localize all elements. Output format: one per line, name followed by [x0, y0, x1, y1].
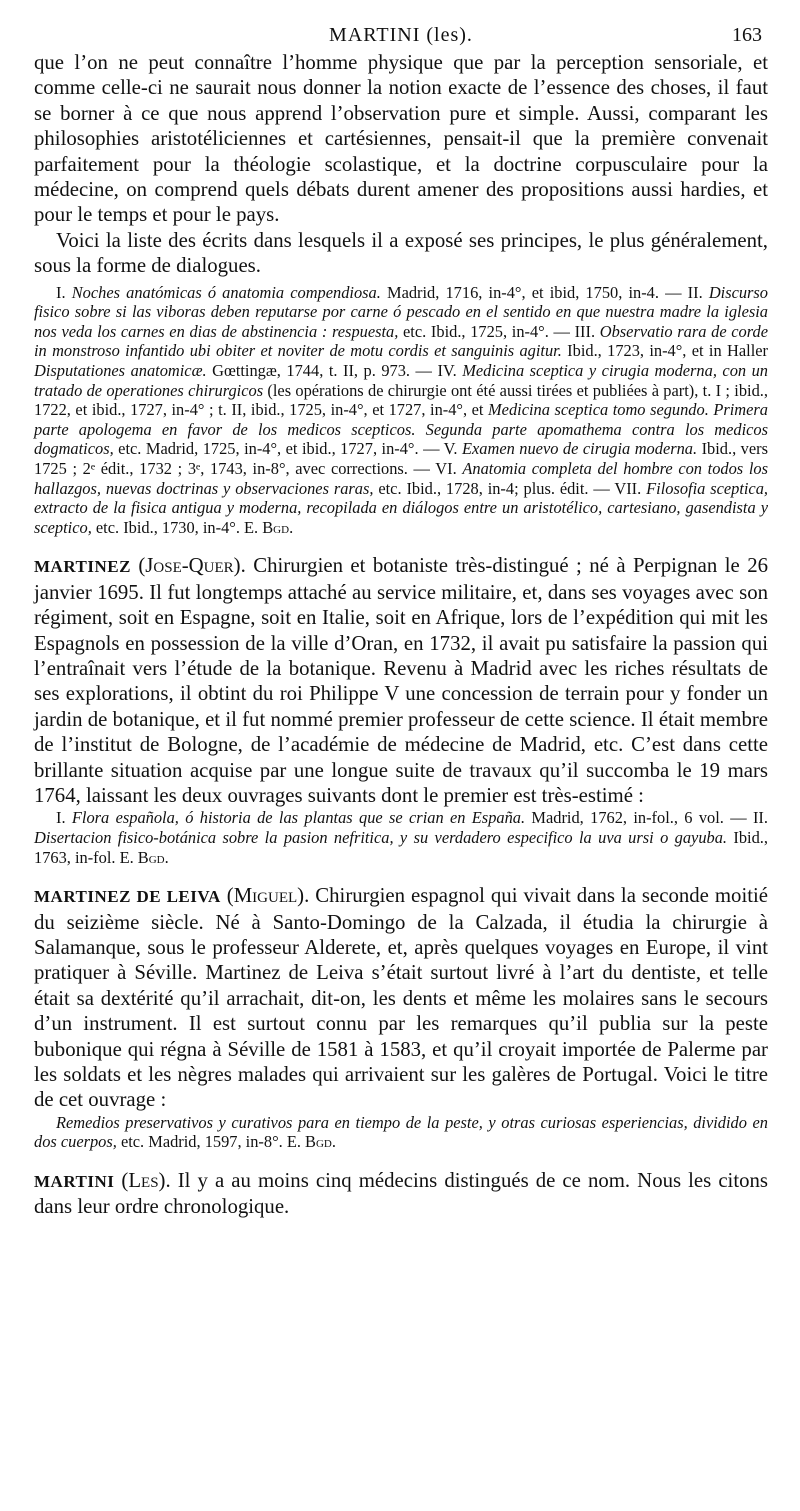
- entry-martini: [34, 1168, 768, 1220]
- biblio-segment: etc. Madrid, 1597, in-8°.: [116, 1132, 287, 1152]
- biblio-segment: Madrid, 1762, in-fol., 6 vol. — II.: [525, 808, 768, 828]
- biblio-segment: Ibid., 1763, in-fol.: [34, 828, 768, 867]
- biblio-segment: Gœttingæ, 1744, t. II, p. 973. — IV.: [206, 361, 463, 381]
- entry-paragraph: [34, 553, 768, 808]
- biblio-title: Anatomia completa del hombre con todos los hallazgos, nuevas doctrinas y observaciones raras,: [34, 459, 768, 498]
- author-signature: E. Bgd.: [244, 517, 294, 537]
- author-signature: E. Bgd.: [119, 847, 169, 867]
- entry-paragraph: [34, 1168, 768, 1220]
- biblio-title: Medicina sceptica y cirugia moderna, con un tratado de operationes chirurgicos: [34, 361, 769, 400]
- biblio-segment: (les opérations de chirurgie ont été aussi tirées et publiées à part), t. I ; ibid., 1722, et ibid., 1727, in-4° ; t. II, ibid., 1725, in-4°, et 1727, in-4°, et: [34, 380, 768, 420]
- biblio-title: Remedios preservativos y curativos para en tiempo de la peste, y otras curiosas esperiencias, dividido en dos cuerpos,: [34, 1112, 768, 1152]
- entry-paragraph: [34, 883, 768, 1113]
- biblio-title: Disputationes anatomicæ.: [34, 361, 207, 381]
- running-title: MARTINI (les).: [329, 24, 473, 46]
- entry-martinez: [34, 553, 768, 867]
- biblio-title: Flora española, ó historia de las plantas que se crian en España.: [71, 808, 526, 828]
- entry-bibliography: [34, 1113, 768, 1152]
- biblio-title: Medicina sceptica tomo segundo. Primera parte apologema en favor de los medicos scepticos. Segunda parte apomathema contra los medicos dogmaticos,: [34, 400, 768, 459]
- biblio-segment: I.: [56, 282, 72, 302]
- biblio-title: Observatio rara de corde in monstroso infantido ubi obiter et noviter de motu cordis et sanguinis agitur.: [34, 321, 768, 361]
- biblio-segment: etc. Madrid, 1725, in-4°, et ibid., 1727, in-4°. — V.: [113, 439, 462, 459]
- entry-headword: MARTINEZ DE LEIVA: [34, 887, 221, 907]
- biblio-title: Discurso fisico sobre si las viboras deben reputarse por carne ó pescado en el sentido en que nuestra madre la iglesia nos veda los carnes en dias de abstinencia : respuesta,: [34, 282, 769, 341]
- intro-bibliography: [34, 283, 768, 538]
- entry-bibliography: [34, 808, 768, 867]
- entry-headword: MARTINI: [34, 1172, 115, 1192]
- running-header: [34, 24, 768, 50]
- page-number: 163: [732, 24, 762, 46]
- biblio-segment: I.: [56, 808, 72, 828]
- biblio-title: Examen nuevo de cirugia moderna.: [462, 439, 698, 459]
- entry-headword: MARTINEZ: [34, 557, 131, 577]
- biblio-segment: Ibid., 1723, in-4°, et in Haller: [561, 341, 768, 361]
- biblio-segment: Madrid, 1716, in-4°, et ibid, 1750, in-4. — II.: [380, 282, 709, 302]
- entry-given-name: (Les).: [121, 1169, 171, 1193]
- biblio-title: Filosofia sceptica, extracto de la fisica antigua y moderna, recopilada en diálogos entre un aristotélico, cartesiano, gasendista y sceptico,: [34, 478, 769, 537]
- entry-text: Chirurgien et botaniste très-distingué ; né à Perpignan le 26 janvier 1695. Il fut longtemps attaché au service militaire, et, dans ses voyages avec son régiment, soit en Espagne, soit en Italie, soit en Afrique, lors de l’expédition qui mit les Espagnols en possession de la ville d’Oran, en 1732, il avait pu satisfaire la passion qui l’entraînait vers l’étude de la botanique. Revenu à Madrid avec les riches résultats de ses explorations, il obtint du roi Philippe V une concession de terrain pour y fonder un jardin de botanique, et il fut nommé premier professeur de cette science. Il était membre de l’institut de Bologne, de l’académie de médecine de Madrid, etc. C’est dans cette brillante situation acquise par une longue suite de travaux qu’il succomba le 19 mars 1764, laissant les deux ouvrages suivants dont le premier est très-estimé :: [34, 554, 768, 808]
- biblio-segment: etc. Ibid., 1725, in-4°. — III.: [398, 321, 600, 341]
- entry-martinez-de-leiva: [34, 883, 768, 1152]
- biblio-title: Noches anatómicas ó anatomia compendiosa.: [71, 282, 381, 302]
- author-signature: E. Bgd.: [286, 1132, 336, 1152]
- intro-paragraph-2: Voici la liste des écrits dans lesquels il a exposé ses principes, le plus généralement, sous la forme de dialogues.: [34, 228, 768, 278]
- entry-given-name: (Miguel).: [226, 884, 310, 908]
- biblio-title: Disertacion fisico-botánica sobre la pasion nefritica, y su verdadero especifico la uva ursi o gayuba.: [34, 828, 727, 848]
- biblio-segment: etc. Ibid., 1730, in-4°.: [91, 517, 245, 537]
- biblio-segment: Ibid., vers 1725 ; 2ᵉ édit., 1732 ; 3ᵉ, 1743, in-8°, avec corrections. — VI.: [34, 439, 768, 478]
- entry-text: Il y a au moins cinq médecins distingués de ce nom. Nous les citons dans leur ordre chronologique.: [34, 1169, 768, 1219]
- intro-paragraph-1: que l’on ne peut connaître l’homme physique que par la perception sensoriale, et comme celle-ci ne saurait nous donner la notion exacte de l’essence des choses, il faut se borner à ce que nous apprend l’observation pure et simple. Aussi, comparant les philosophies aristotéliciennes et cartésiennes, pensait-il que la première convenait parfaitement pour la théologie scolastique, et la doctrine corpusculaire pour la médecine, on comprend quels débats durent amener des propositions aussi hardies, et pour le temps et pour le pays.: [34, 51, 768, 227]
- entry-text: Chirurgien espagnol qui vivait dans la seconde moitié du seizième siècle. Né à Santo-Domingo de la Calzada, il étudia la chirurgie à Salamanque, sous le professeur Alderete, et, après quelques voyages en Europe, il vint pratiquer à Séville. Martinez de Leiva s’était surtout livré à l’art du dentiste, et telle était sa dextérité qu’il arrachait, dit-on, les dents et même les molaires sans le secours d’un instrument. Il est surtout connu par les remarques qu’il publia sur la peste bubonique qui régna à Séville de 1581 à 1583, et qu’il croyait importée de Palerme par les soldats et les nègres malades qui arrivaient sur les galères de Portugal. Voici le titre de cet ouvrage :: [34, 884, 769, 1112]
- entry-given-name: (Jose-Quer).: [138, 554, 246, 578]
- biblio-segment: etc. Ibid., 1728, in-4; plus. édit. — VII.: [373, 478, 647, 498]
- page: [34, 24, 768, 1494]
